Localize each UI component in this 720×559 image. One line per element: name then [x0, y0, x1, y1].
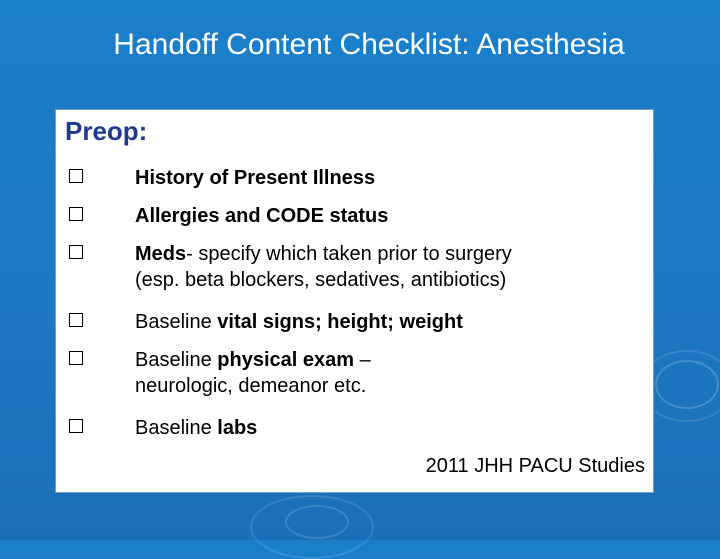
item-bold-text: physical exam: [217, 349, 355, 371]
item-text: Baseline: [135, 311, 218, 333]
content-panel: [55, 109, 654, 493]
checkbox-icon[interactable]: [69, 313, 83, 327]
source-citation: 2011 JHH PACU Studies: [425, 455, 645, 477]
checkbox-icon[interactable]: [69, 245, 83, 259]
item-text-line2: (esp. beta blockers, sedatives, antibiotics): [135, 269, 507, 291]
item-text: –: [354, 349, 371, 371]
item-bold-text: Allergies and CODE status: [135, 205, 389, 227]
item-bold-text: History of Present Illness: [135, 167, 376, 189]
checkbox-icon[interactable]: [69, 169, 83, 183]
item-text: - specify which taken prior to surgery: [186, 243, 512, 265]
item-text-line2: neurologic, demeanor etc.: [135, 375, 367, 397]
item-bold-text: Meds: [135, 243, 187, 265]
item-text: Baseline: [135, 417, 218, 439]
slide-title: Handoff Content Checklist: Anesthesia: [113, 28, 625, 61]
checkbox-icon[interactable]: [69, 207, 83, 221]
checkbox-icon[interactable]: [69, 351, 83, 365]
item-bold-text: vital signs; height; weight: [217, 311, 463, 333]
item-text: Baseline: [135, 349, 218, 371]
item-bold-text: labs: [217, 417, 258, 439]
section-heading: Preop:: [65, 116, 148, 146]
checkbox-icon[interactable]: [69, 419, 83, 433]
